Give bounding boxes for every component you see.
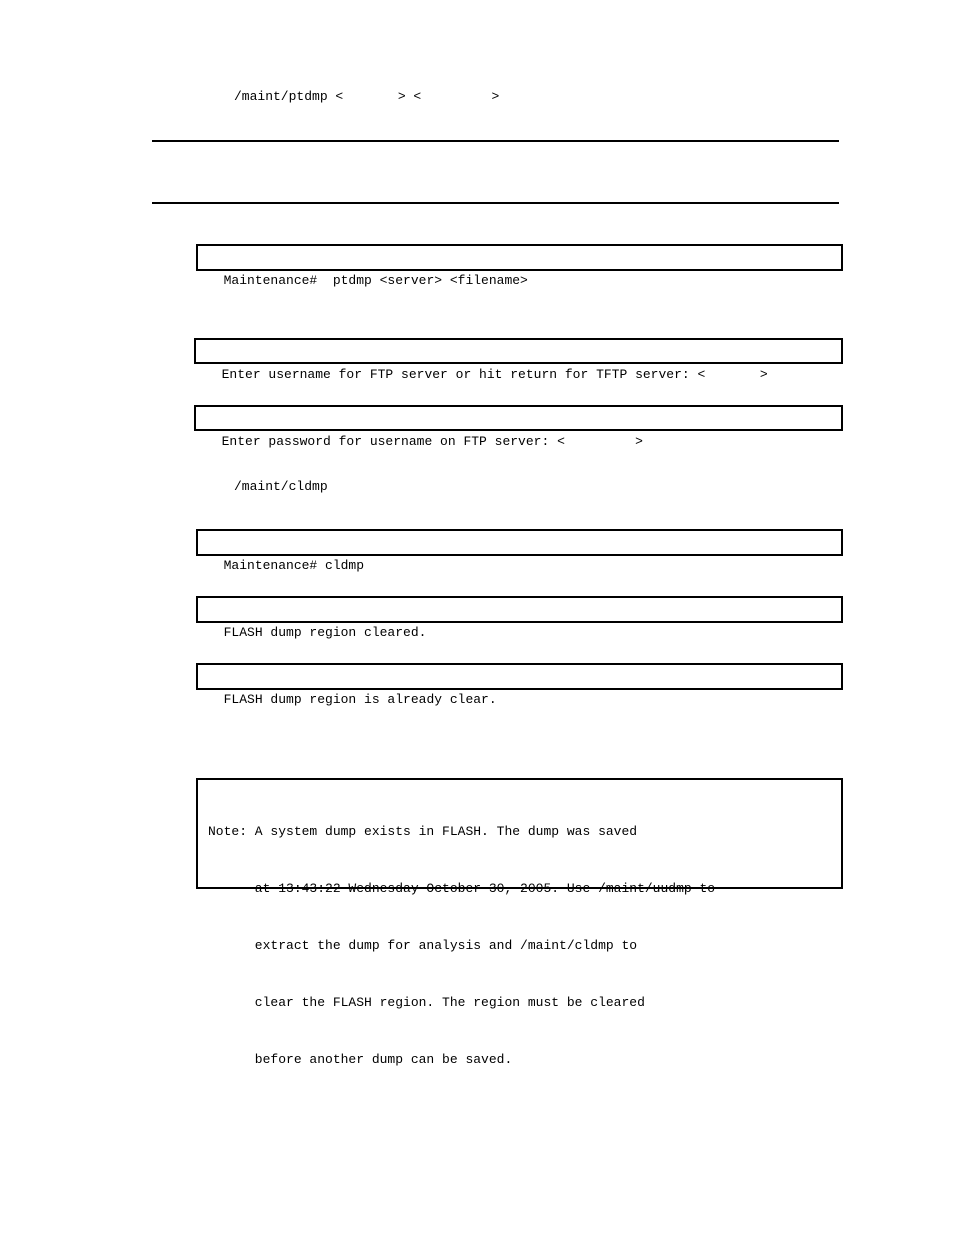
- cldmp-already-clear-box: [196, 663, 843, 707]
- password-prompt-text: Enter password for username on FTP server: < >: [221, 434, 643, 449]
- note-line: at 13:43:22 Wednesday October 30, 2005. Use /maint/uudmp to: [208, 881, 716, 896]
- cldmp-command-syntax: /maint/cldmp: [234, 479, 328, 494]
- cldmp-example-command: Maintenance# cldmp: [223, 558, 365, 573]
- ptdmp-command-syntax: /maint/ptdmp < > < >: [234, 89, 500, 104]
- password-prompt-box: [194, 405, 843, 449]
- table-bottom-rule: [152, 202, 839, 204]
- note-line: extract the dump for analysis and /maint/cldmp to: [208, 938, 638, 953]
- cldmp-already-clear-message: FLASH dump region is already clear.: [223, 692, 497, 707]
- dump-note-box: [196, 778, 843, 1067]
- cldmp-example-box: [196, 529, 843, 573]
- username-prompt-box: [194, 338, 843, 382]
- ptdmp-example-box: [196, 244, 843, 288]
- cldmp-cleared-message: FLASH dump region cleared.: [223, 625, 427, 640]
- note-line: Note: A system dump exists in FLASH. The dump was saved: [208, 824, 638, 839]
- ptdmp-example-command: Maintenance# ptdmp <server> <filename>: [223, 273, 528, 288]
- username-prompt-text: Enter username for FTP server or hit return for TFTP server: < >: [221, 367, 768, 382]
- table-top-rule: [152, 140, 839, 142]
- note-line: clear the FLASH region. The region must be cleared: [208, 995, 645, 1010]
- cldmp-cleared-box: [196, 596, 843, 640]
- note-line: before another dump can be saved.: [208, 1052, 513, 1067]
